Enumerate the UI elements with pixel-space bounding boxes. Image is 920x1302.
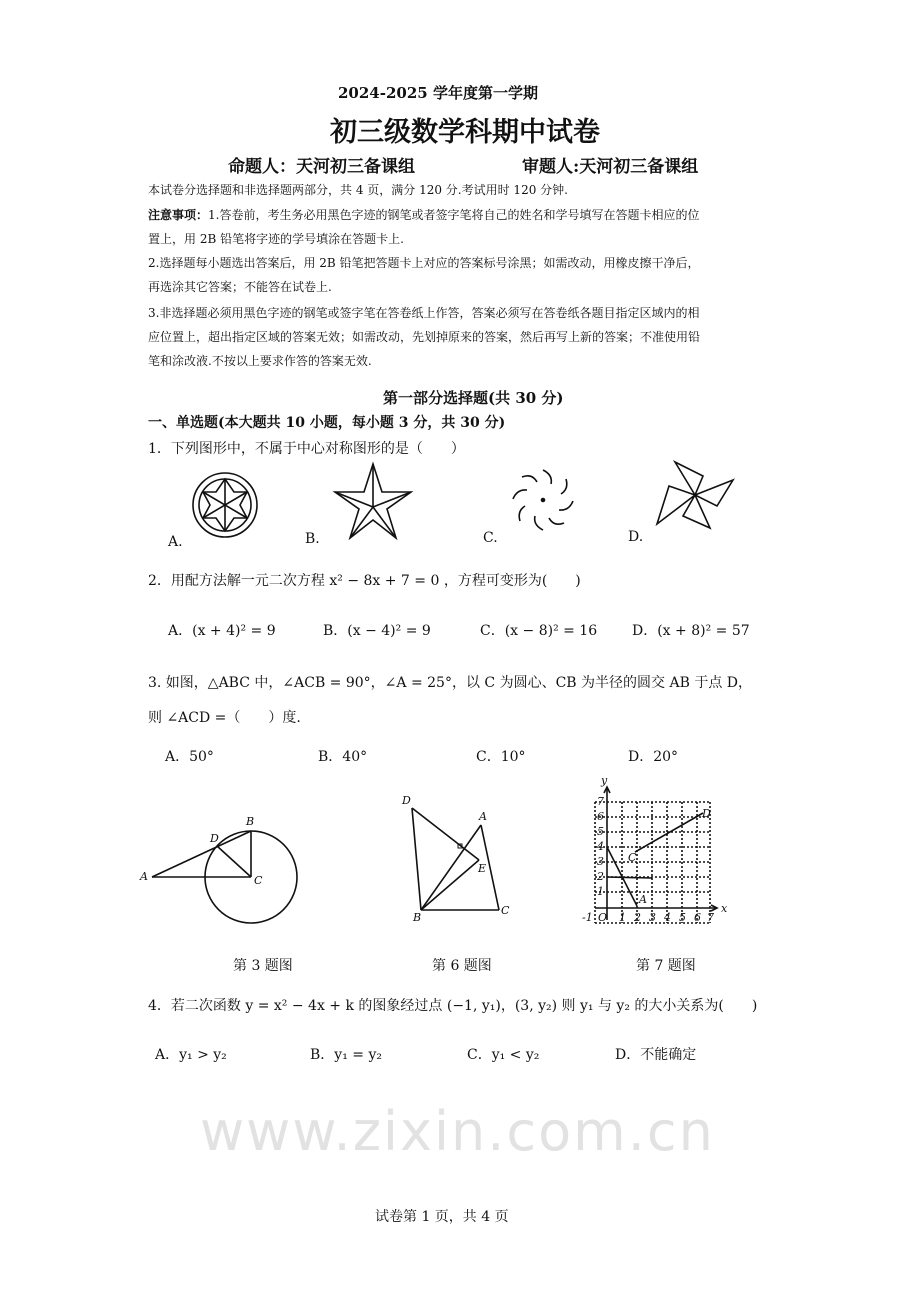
exam-title: 初三级数学科期中试卷 xyxy=(330,117,600,148)
instruction-line: 笔和涂改液.不按以上要求作答的答案无效. xyxy=(148,354,372,368)
origin-label: O xyxy=(598,911,608,924)
instruction-line xyxy=(148,206,699,223)
reviewer: 审题人:天河初三备课组 xyxy=(522,157,699,177)
label-d: D xyxy=(702,807,711,820)
instruction-line: 置上，用 2B 铅笔将字迹的学号填涂在答题卡上. xyxy=(148,232,404,246)
x-tick: 6 xyxy=(694,911,701,924)
y-tick: 5 xyxy=(597,825,604,838)
y-tick: 3 xyxy=(597,855,604,868)
option-a: A. xyxy=(168,534,183,550)
instruction-line: 应位置上，超出指定区域的答案无效；如需改动，先划掉原来的答案，然后再写上新的答案；不准使用铅 xyxy=(148,330,701,344)
instruction-line: 2.选择题每小题选出答案后，用 2B 铅笔把答题卡上对应的答案标号涂黑；如需改动，用橡皮擦干净后， xyxy=(148,256,700,270)
option-b: B．(x − 4)² = 9 xyxy=(323,623,431,639)
option-b: B．40° xyxy=(318,749,368,765)
option-a: A．(x + 4)² = 9 xyxy=(168,623,276,639)
option-a: A．y₁ > y₂ xyxy=(155,1047,227,1063)
y-tick: -1 xyxy=(582,911,593,924)
option-b: B．y₁ = y₂ xyxy=(310,1047,382,1063)
instruction-line: 再选涂其它答案；不能答在试卷上. xyxy=(148,280,332,294)
label-a: A xyxy=(479,810,487,823)
figure-1a-star-circle xyxy=(190,470,260,540)
question-4: 4．若二次函数 y = x² − 4x + k 的图象经过点 (−1, y₁)，(3, y₂) 则 y₁ 与 y₂ 的大小关系为( ) xyxy=(148,998,758,1014)
question-3: 3. 如图，△ABC 中，∠ACB = 90°，∠A = 25°，以 C 为圆心、CB 为半径的圆交 AB 于点 D， xyxy=(148,675,753,691)
label-b: B xyxy=(246,815,255,828)
x-tick: 2 xyxy=(634,911,641,924)
label-b: B xyxy=(413,911,422,924)
y-tick: 2 xyxy=(597,870,604,883)
x-tick: 5 xyxy=(679,911,686,924)
label-d: D xyxy=(210,832,219,845)
y-tick: 7 xyxy=(597,795,604,808)
notice-label: 注意事项： xyxy=(148,208,209,222)
instruction-line: 本试卷分选择题和非选择题两部分，共 4 页，满分 120 分.考试用时 120 分钟. xyxy=(148,183,568,197)
question-3-cont: 则 ∠ACD =（ ）度. xyxy=(148,710,301,726)
question-1: 1．下列图形中，不属于中心对称图形的是（ ） xyxy=(148,441,465,457)
instruction-line: 3.非选择题必须用黑色字迹的钢笔或签字笔在答卷纸上作答，答案必须写在答卷纸各题目指定区域内的相 xyxy=(148,306,700,320)
figure-1c-swirl xyxy=(508,465,578,535)
figure-3 xyxy=(130,780,310,930)
caption-fig3: 第 3 题图 xyxy=(233,958,293,974)
y-tick: 4 xyxy=(597,840,604,853)
label-a: A xyxy=(639,893,647,906)
y-tick: 1 xyxy=(597,885,604,898)
section-title: 第一部分选择题(共 30 分) xyxy=(383,389,564,407)
figure-1d-pinwheel xyxy=(655,460,735,530)
term-heading: 2024-2025 学年度第一学期 xyxy=(338,84,538,102)
figure-7-grid xyxy=(570,775,730,935)
option-c: C．10° xyxy=(476,749,526,765)
label-c: C xyxy=(254,874,263,887)
option-d: D．20° xyxy=(628,749,679,765)
instruction-text: 1.答卷前，考生务必用黑色字迹的钢笔或者签字笔将自己的姓名和学号填写在答题卡相应的位 xyxy=(208,208,700,222)
setter: 命题人：天河初三备课组 xyxy=(228,157,415,177)
x-tick: 7 xyxy=(707,911,714,924)
label-c: C xyxy=(501,904,510,917)
option-b: B. xyxy=(305,531,320,547)
option-c: C．y₁ < y₂ xyxy=(467,1047,540,1063)
question-2: 2．用配方法解一元二次方程 x² − 8x + 7 = 0 ，方程可变形为( ) xyxy=(148,573,581,589)
x-tick: 4 xyxy=(664,911,671,924)
label-c: C xyxy=(628,851,637,864)
label-e: E xyxy=(478,862,487,875)
x-tick: 1 xyxy=(619,911,626,924)
subsection-title: 一、单选题(本大题共 10 小题，每小题 3 分，共 30 分) xyxy=(148,415,506,431)
option-c: C．(x − 8)² = 16 xyxy=(480,623,598,639)
figure-6 xyxy=(395,790,525,930)
option-d: D. xyxy=(628,529,644,545)
option-c: C. xyxy=(483,530,498,546)
caption-fig7: 第 7 题图 xyxy=(636,958,696,974)
option-d: D．(x + 8)² = 57 xyxy=(632,623,750,639)
y-tick: 6 xyxy=(597,810,604,823)
option-d: D．不能确定 xyxy=(615,1047,697,1063)
figure-1b-star xyxy=(333,462,413,542)
y-axis-label: y xyxy=(601,774,608,787)
watermark: www.zixin.com.cn xyxy=(200,1100,715,1163)
option-a: A．50° xyxy=(165,749,214,765)
page-footer: 试卷第 1 页，共 4 页 xyxy=(375,1209,509,1225)
x-axis-label: x xyxy=(721,902,728,915)
label-d: D xyxy=(402,794,411,807)
caption-fig6: 第 6 题图 xyxy=(432,958,492,974)
label-a: A xyxy=(140,870,148,883)
x-tick: 3 xyxy=(649,911,656,924)
